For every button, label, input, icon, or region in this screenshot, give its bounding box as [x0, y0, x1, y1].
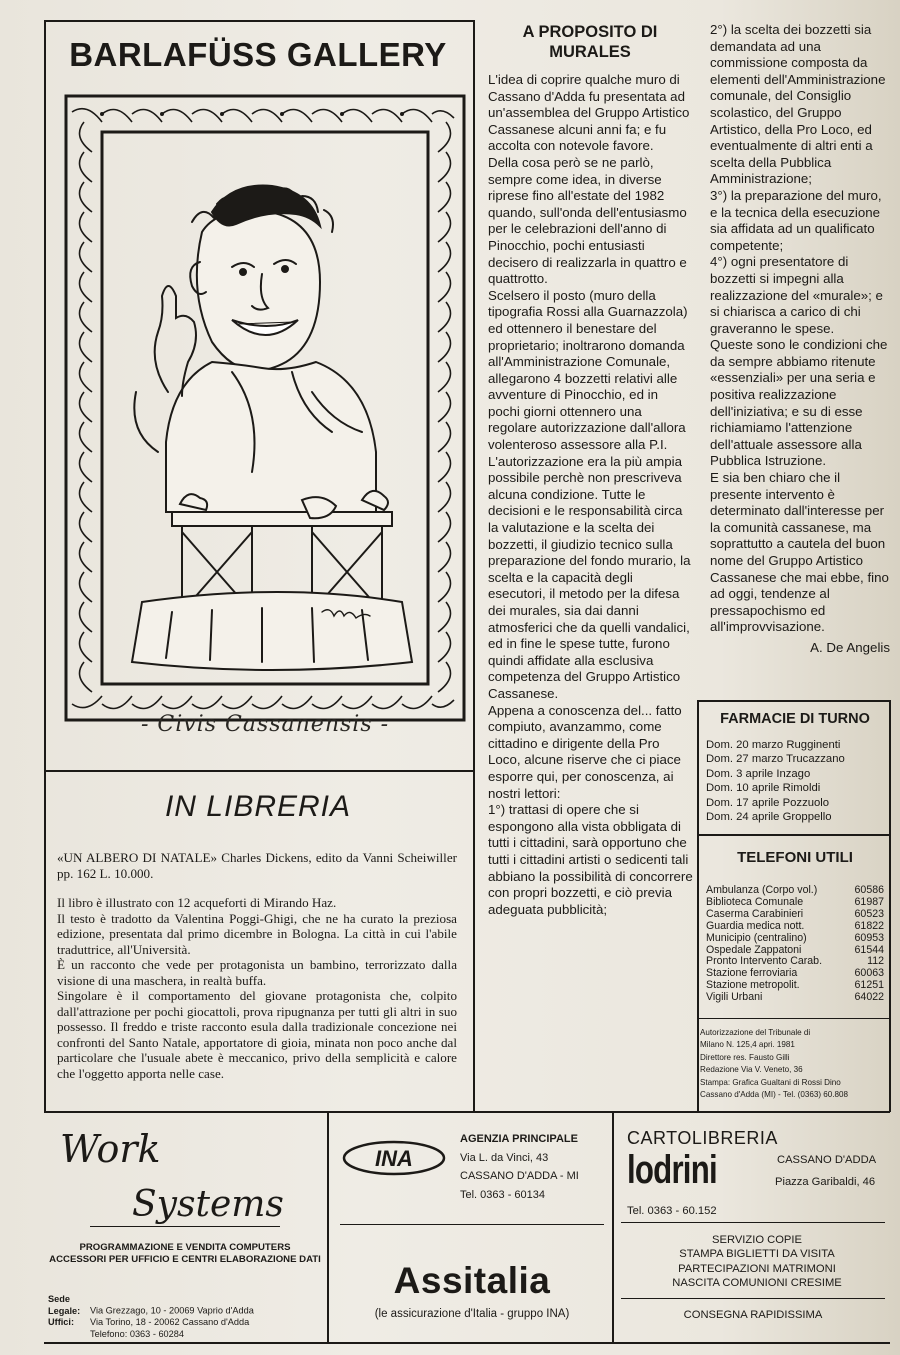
divider	[621, 1222, 885, 1223]
murales-title-line: MURALES	[549, 43, 631, 61]
list-item	[706, 909, 884, 921]
shop-category: CARTOLIBRERIA	[627, 1128, 778, 1148]
murales-paragraph: L'idea di coprire qualche muro di Cassano d'Adda fu presentata ad un'assemblea del Gruppo Artistico Cassanese alcuni anni fa; e fu accolta con notevole favore.	[488, 72, 690, 154]
farmacie-bottom-rule	[697, 834, 890, 836]
farmacie-list	[706, 738, 886, 824]
phone-number: 64022	[854, 991, 884, 1004]
farmacie-title: FARMACIE DI TURNO	[720, 711, 870, 727]
gallery-bottom-rule	[44, 770, 474, 772]
phone-number: 60063	[854, 967, 884, 980]
phone-number: 61987	[854, 895, 884, 908]
telefoni-list	[706, 885, 884, 1004]
credits-line: Autorizzazione del Tribunale di	[700, 1028, 811, 1037]
divider	[340, 1224, 604, 1225]
divider	[90, 1226, 280, 1227]
illustration-caption: - Civis Cassanensis -	[140, 712, 390, 737]
list-item: Dom. 10 aprile Rimoldi	[706, 782, 821, 795]
libreria-paragraph: È un racconto che vede per protagonista un bambino, terrorizzato dalla visione di una maschera, in realtà buffa.	[57, 957, 457, 988]
murales-paragraph: 2°) la scelta dei bozzetti sia demandata ad una commissione composta da elementi dell'Amministrazione comunale, del Consiglio scolastico, del Gruppo Artistico, della Pro Loco, ed eventualmente di altri enti a scelta della Pubblica Amministrazione;	[710, 22, 886, 187]
credits-line: Milano N. 125,4 apri. 1981	[700, 1040, 795, 1050]
phone-label: Guardia medica nott.	[706, 919, 805, 932]
ornate-frame-drawing	[62, 92, 468, 724]
list-item: Dom. 20 marzo Rugginenti	[706, 739, 841, 751]
author-signature: A. De Angelis	[810, 639, 890, 655]
address-value: Via Torino, 18 - 20062 Cassano d'Adda	[90, 1317, 250, 1328]
work-address	[48, 1294, 328, 1340]
credits-line: Cassano d'Adda (MI) - Tel. (0363) 60.808	[700, 1090, 849, 1100]
divider	[621, 1298, 885, 1299]
agency-street: Via L. da Vinci, 43	[460, 1151, 549, 1164]
agency-phone: Tel. 0363 - 60134	[460, 1188, 546, 1201]
murales-paragraph: E sia ben chiaro che il presente intervento è determinato dall'interesse per la comunità cassanese, ma soprattutto a cautela del buon nome del Gruppo Artistico Cassanese che mai ebbe, fino ad oggi, tendenze al pressapochismo ed all'improvvisazione.	[710, 470, 889, 635]
work-services-line: ACCESSORI PER UFFICIO E CENTRI ELABORAZIONE DATI	[49, 1254, 321, 1265]
murales-paragraph: 4°) ogni presentatore di bozzetti si impegni alla realizzazione del «murale»; e si chiarisca a carico di chi graveranno le spese.	[710, 254, 883, 336]
work-systems-ad	[44, 1118, 326, 1342]
libreria-paragraph: Il testo è tradotto da Valentina Poggi-Ghigi, che ne ha curato la preziosa edizione, presentata dal primo dicembre in Bologna. La città in cui l'abile traduttrice, all'Università.	[57, 910, 457, 957]
ads-bottom-rule	[44, 1342, 890, 1344]
ina-info	[460, 1130, 610, 1204]
assitalia-tagline: (le assicurazione d'Italia - gruppo INA)	[374, 1308, 570, 1320]
service-item: PARTECIPAZIONI MATRIMONI	[678, 1262, 836, 1275]
shop-delivery: CONSEGNA RAPIDISSIMA	[683, 1309, 823, 1321]
caricature-illustration	[62, 92, 468, 724]
murales-title-line: A PROPOSITO DI	[522, 23, 658, 41]
murales-paragraph: Della cosa però se ne parlò, sempre come idea, in diverse riprese fino all'estate del 1982 quando, sull'onda dell'entusiasmo per le celebrazioni dell'anno di Pinocchio, pochi entusiasti decisero di realizzarla in quattro e quattrotto.	[488, 154, 687, 287]
address-value: Via Grezzago, 10 - 20069 Vaprio d'Adda	[90, 1305, 254, 1316]
gallery-top-rule	[44, 20, 474, 22]
phone-label: Stazione ferroviaria	[706, 967, 798, 980]
shop-services	[637, 1233, 877, 1291]
phone-number: 60523	[854, 907, 884, 920]
gallery-title: BARLAFÜSS GALLERY	[69, 36, 447, 73]
phone-number: 61251	[854, 979, 884, 992]
murales-column-2	[710, 22, 890, 657]
murales-paragraph: Scelsero il posto (muro della tipografia Rossi alla Guarnazzola) ed ottennero il benestare del proprietario; inoltrarono domanda all'Amministrazione Comunale, allegarono 4 bozzetti relativi alle avventure di Pinocchio, ed in pochi giorni ottennero una regolare autorizzazione dall'allora volenteroso assessore alla P.I.	[488, 287, 688, 453]
murales-column-1	[488, 72, 693, 918]
phone-label: Municipio (centralino)	[706, 931, 807, 944]
ina-assitalia-ad	[332, 1118, 612, 1342]
publication-credits	[700, 1027, 890, 1101]
agency-city: CASSANO D'ADDA - MI	[460, 1170, 579, 1182]
shop-address: Piazza Garibaldi, 46	[775, 1176, 876, 1188]
service-item: NASCITA COMUNIONI CRESIME	[672, 1277, 842, 1290]
phone-number: 61822	[854, 919, 884, 932]
phone-label: Biblioteca Comunale	[706, 895, 804, 908]
work-systems-logo	[54, 1122, 324, 1242]
shop-name: lodrini	[627, 1148, 717, 1192]
right-col-divider	[697, 700, 699, 1112]
murales-paragraph: Queste sono le condizioni che da sempre abbiamo ritenute «essenziali» per una seria e positiva realizzazione dell'iniziativa; e su di esse richiamiamo l'attenzione dell'attuale assessore alla Pubblica Istruzione.	[710, 337, 888, 469]
shop-phone: Tel. 0363 - 60.152	[627, 1205, 717, 1217]
farmacie-top-rule	[697, 700, 890, 702]
phone-number: 112	[867, 955, 884, 968]
murales-paragraph: 1°) trattasi di opere che si espongono alla vista obbligata di tutti i cittadini, sarà opportuno che tutti i cittadini artisti o sedicenti tali abbiano la possibilità di concorrere con propri bozzetti, e ciò previa adeguata pubblicità;	[488, 802, 693, 917]
work-services-line: PROGRAMMAZIONE E VENDITA COMPUTERS	[79, 1242, 291, 1253]
phone-label: Caserma Carabinieri	[706, 907, 804, 920]
credits-line: Redazione Via V. Veneto, 36	[700, 1065, 803, 1075]
credits-line: Direttore res. Fausto Gilli	[700, 1052, 790, 1062]
phone-label: Vigili Urbani	[706, 991, 763, 1004]
logo-word-2: Systems	[132, 1184, 284, 1225]
list-item	[706, 992, 884, 1004]
list-item	[706, 933, 884, 945]
phone-number: 60586	[854, 884, 884, 896]
list-item: Dom. 24 aprile Groppello	[706, 811, 832, 824]
phone-number: Telefono: 0363 - 60284	[90, 1328, 184, 1339]
shop-city: CASSANO D'ADDA	[777, 1154, 877, 1166]
list-item: Dom. 27 marzo Trucazzano	[706, 753, 845, 766]
cartolibreria-ad	[617, 1118, 889, 1342]
murales-title	[480, 22, 700, 62]
work-services	[44, 1242, 326, 1266]
service-item: SERVIZIO COPIE	[712, 1234, 802, 1246]
list-item	[706, 921, 884, 933]
assitalia-brand: Assitalia	[393, 1260, 551, 1301]
phone-label: Pronto Intervento Carab.	[706, 955, 823, 968]
murales-paragraph: Appena a conoscenza del... fatto compiuto, avanzammo, come cittadino e dirigente della Pro Loco, alcune riserve che ci piace esporre qui, per conoscenza, ai nostri lettori:	[488, 702, 682, 801]
address-label: Sede Legale:	[48, 1294, 81, 1316]
ads-divider-2	[612, 1111, 614, 1343]
left-border	[44, 20, 46, 1112]
telefoni-bottom-rule	[697, 1018, 890, 1019]
phone-label: Ospedale Zappatoni	[706, 943, 802, 956]
phone-label: Stazione metropolit.	[706, 979, 800, 992]
ina-logo-text: INA	[375, 1146, 413, 1171]
list-item: Dom. 17 aprile Pozzuolo	[706, 796, 830, 809]
libreria-paragraph: «UN ALBERO DI NATALE» Charles Dickens, edito da Vanni Scheiwiller pp. 162 L. 10.000.	[57, 850, 457, 881]
list-item: Dom. 3 aprile Inzago	[706, 767, 811, 780]
murales-paragraph: 3°) la preparazione del muro, e la tecnica della esecuzione sia affidata ad un qualificato competente;	[710, 187, 882, 253]
telefoni-title: TELEFONI UTILI	[737, 849, 853, 866]
logo-word-1: Work	[60, 1127, 161, 1171]
ina-logo	[342, 1140, 446, 1176]
phone-label: Ambulanza (Corpo vol.)	[706, 884, 818, 896]
credits-line: Stampa: Grafica Gualtani di Rossi Dino	[700, 1077, 841, 1087]
left-col-divider	[473, 20, 475, 1112]
libreria-title: IN LIBRERIA	[164, 790, 352, 823]
ads-top-rule	[44, 1111, 890, 1113]
libreria-article	[57, 850, 457, 1081]
service-item: STAMPA BIGLIETTI DA VISITA	[679, 1248, 835, 1261]
libreria-paragraph: Il libro è illustrato con 12 acqueforti di Mirando Haz.	[57, 895, 337, 910]
phone-number: 61544	[854, 943, 884, 956]
murales-paragraph: L'autorizzazione era la più ampia possibile perchè non prescriveva alcuna condizione. Tutte le decisioni e le responsabilità circa la valutazione e la scelta dei bozzetti, il giudizio tecnico sulla preparazione del fondo murario, la scelta e la capacità degli esecutori, il metodo per la difesa dei murales, sia dai danni atmosferici che da quelli vandalici, ed in fine le spese tutte, furono quindi affidate alla esclusiva competenza del Gruppo Artistico Cassanese.	[488, 453, 691, 701]
agency-label: AGENZIA PRINCIPALE	[460, 1133, 578, 1145]
address-label: Uffici:	[48, 1317, 75, 1328]
libreria-paragraph: Singolare è il comportamento del giovane protagonista che, colpito dall'attrazione per pochi giocattoli, prova ripugnanza per tutti gli altri in suo possesso. Il freddo e triste racconto esula dalla tradizionale concezione nei confronti del Santo Natale, apportatore di gioia, minata non poco anche dal particolare che l'usuale abete è meccanico, privo della semplicità e calore che l'oggetto apporta nelle case.	[57, 988, 457, 1081]
phone-number: 60953	[854, 931, 884, 944]
